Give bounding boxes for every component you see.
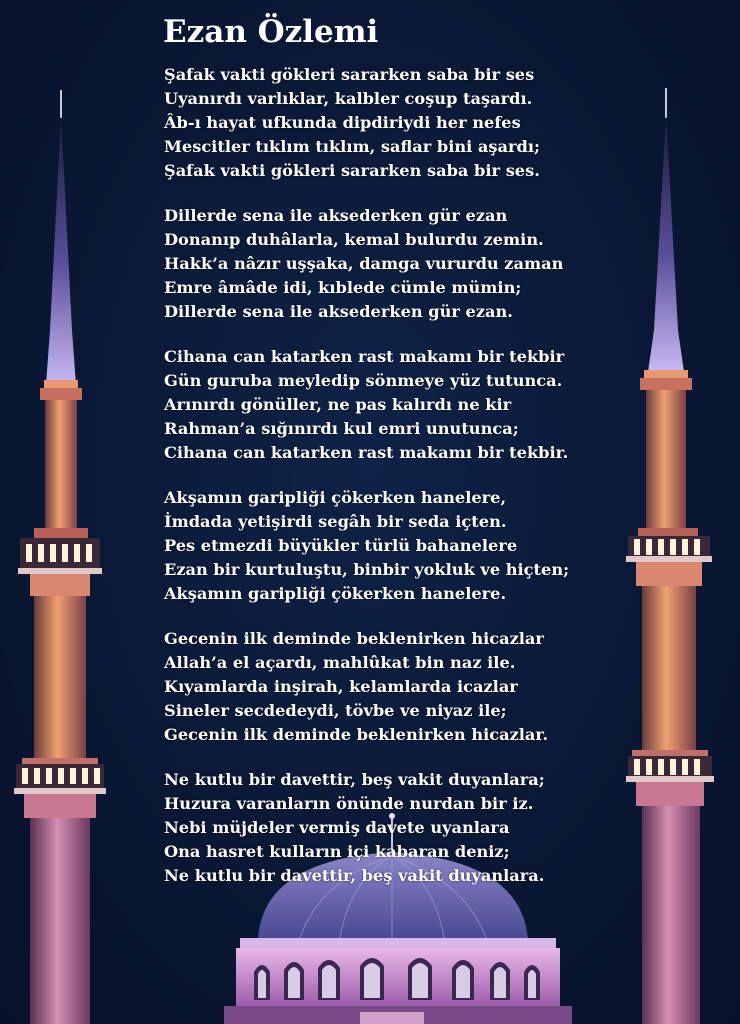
poem-line: Şafak vakti gökleri sararken saba bir ses — [164, 65, 535, 84]
right-minaret — [626, 88, 714, 1024]
poem-line: Akşamın garipliği çökerken hanelere, — [164, 488, 507, 507]
stanza-4 — [164, 486, 614, 606]
poem-line: İmdada yetişirdi segâh bir seda içten. — [164, 512, 507, 531]
poem-line: Âb-ı hayat ufkunda dipdiriydi her nefes — [164, 113, 521, 132]
poem-line: Mescitler tıklım tıklım, saflar bini aşardı; — [164, 137, 540, 156]
poem-line: Ne kutlu bir davettir, beş vakit duyanlara; — [164, 770, 545, 789]
poem-line: Gecenin ilk deminde beklenirken hicazlar. — [164, 725, 549, 744]
left-minaret — [14, 90, 106, 1024]
poem-line: Rahman’a sığınırdı kul emri unutunca; — [164, 419, 519, 438]
stanza-1 — [164, 63, 614, 183]
poem-line: Allah’a el açardı, mahlûkat bin naz ile. — [164, 653, 516, 672]
poem-line: Sineler secdedeydi, tövbe ve niyaz ile; — [164, 701, 507, 720]
poem-line: Ezan bir kurtuluştu, binbir yokluk ve hiçten; — [164, 560, 570, 579]
stanza-2 — [164, 204, 614, 324]
stanza-5 — [164, 627, 614, 747]
poem-line: Arınırdı gönüller, ne pas kalırdı ne kir — [164, 395, 512, 414]
poem-line: Cihana can katarken rast makamı bir tekbir — [164, 347, 565, 366]
poem-line: Akşamın garipliği çökerken hanelere. — [164, 584, 507, 603]
poem-line: Donanıp duhâlarla, kemal bulurdu zemin. — [164, 230, 544, 249]
poem-line: Emre âmâde idi, kıblede cümle mümin; — [164, 278, 522, 297]
poem-line: Pes etmezdi büyükler türlü bahanelere — [164, 536, 518, 555]
stanza-3 — [164, 345, 614, 465]
poem-line: Uyanırdı varlıklar, kalbler coşup taşardı. — [164, 89, 533, 108]
poem-line: Huzura varanların önünde nurdan bir iz. — [164, 794, 534, 813]
poem-line: Gecenin ilk deminde beklenirken hicazlar — [164, 629, 544, 648]
poem-line: Hakk’a nâzır uşşaka, damga vururdu zaman — [164, 254, 564, 273]
poem-line: Nebi müjdeler vermiş davete uyanlara — [164, 818, 510, 837]
poem-line: Şafak vakti gökleri sararken saba bir ses. — [164, 161, 540, 180]
poem-title: Ezan Özlemi — [163, 14, 379, 50]
poem-line: Dillerde sena ile aksederken gür ezan — [164, 206, 508, 225]
poem-line: Ne kutlu bir davettir, beş vakit duyanlara. — [164, 866, 545, 885]
poem-line: Ona hasret kulların içi kabaran deniz; — [164, 842, 510, 861]
stanza-6 — [164, 768, 614, 888]
poem-line: Kıyamlarda inşirah, kelamlarda icazlar — [164, 677, 518, 696]
poem-line: Gün guruba meyledip sönmeye yüz tutunca. — [164, 371, 563, 390]
poem-body — [164, 63, 614, 909]
poem-line: Dillerde sena ile aksederken gür ezan. — [164, 302, 513, 321]
poem-line: Cihana can katarken rast makamı bir tekbir. — [164, 443, 569, 462]
